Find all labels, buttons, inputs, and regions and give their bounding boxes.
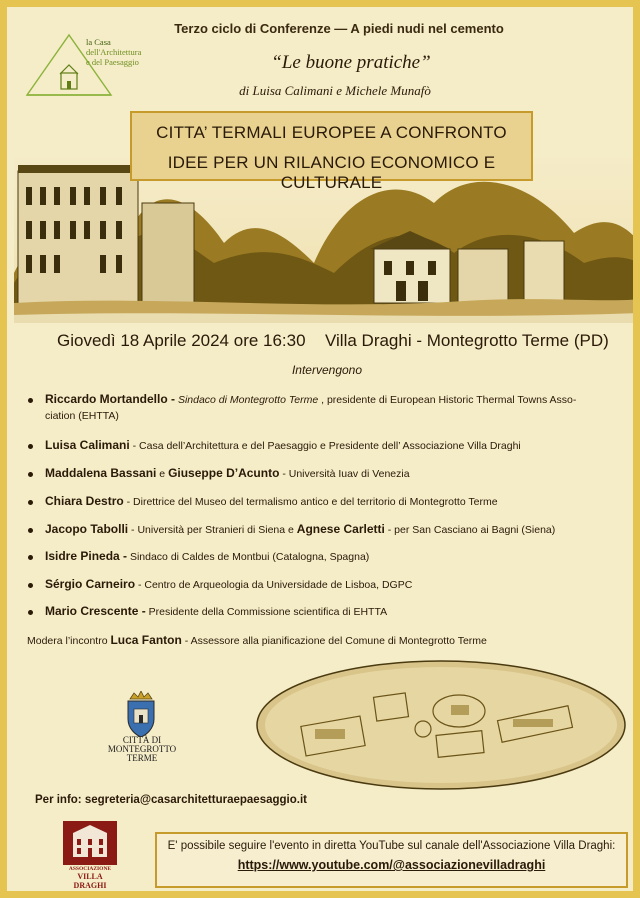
title-line2: IDEE PER UN RILANCIO ECONOMICO E CULTURALE <box>167 153 496 192</box>
speaker-name: Isidre Pineda - <box>45 549 128 563</box>
event-venue: Villa Draghi - Montegrotto Terme (PD) <box>325 331 609 350</box>
moderator-prefix: Modera l’incontro <box>27 635 108 647</box>
moderator <box>27 633 487 647</box>
speaker-conj: e <box>159 468 166 480</box>
list-item <box>27 493 498 510</box>
city-line3: TERME <box>126 753 158 763</box>
speaker-role: - Università per Stranieri di Siena e <box>131 524 294 536</box>
event-date <box>57 331 306 351</box>
speaker-role: , presidente di European Historic Thermal Towns Asso- <box>318 394 577 406</box>
logo-line1: la Casa <box>86 37 111 47</box>
logo-line3: e del Paesaggio <box>86 57 139 67</box>
speakers-heading: Intervengono <box>291 363 363 377</box>
archaeological-site-illustration <box>255 659 627 791</box>
youtube-box <box>155 832 628 888</box>
association-line1: ASSOCIAZIONE <box>68 866 112 872</box>
city-name <box>97 736 187 763</box>
speaker-role-italic: Sindaco di Montegrotto Terme <box>177 394 319 406</box>
speaker-role-2: - per San Casciano ai Bagni (Siena) <box>387 524 556 536</box>
date-main: 18 Aprile 2024 ore 16:30 <box>120 331 306 350</box>
youtube-text: E' possibile seguire l'evento in diretta YouTube sul canale dell'Associazione Villa Draghi: <box>167 840 616 852</box>
speaker-role: - Direttrice del Museo del termalismo antico e del territorio di Montegrotto Terme <box>126 496 498 508</box>
moderator-name: Luca Fanton <box>110 633 182 647</box>
list-item <box>27 391 576 424</box>
association-line2: VILLA DRAGHI <box>73 872 107 890</box>
authors: di Luisa Calimani e Michele Munafò <box>239 83 431 98</box>
contact-info: Per info: segreteria@casarchitetturaepaesaggio.it <box>35 794 307 806</box>
speaker-name: Riccardo Mortandello - <box>45 392 176 406</box>
list-item <box>27 521 555 538</box>
speaker-role: Presidente della Commissione scientifica di EHTTA <box>148 606 388 618</box>
title-line1: CITTA’ TERMALI EUROPEE A CONFRONTO <box>156 123 507 142</box>
speaker-name: Sérgio Carneiro <box>45 577 136 591</box>
speaker-name: Mario Crescente - <box>45 604 146 618</box>
moderator-role: - Assessore alla pianificazione del Comune di Montegrotto Terme <box>184 635 487 647</box>
speaker-role: - Centro de Arqueologia da Universidade de Lisboa, DGPC <box>137 579 413 591</box>
speaker-name-2: Giuseppe D’Acunto <box>168 466 280 480</box>
speaker-name: Maddalena Bassani <box>45 466 157 480</box>
list-item <box>27 465 410 482</box>
list-item <box>27 548 369 565</box>
city-crest-icon <box>124 691 158 737</box>
speaker-name: Luisa Calimani <box>45 438 130 452</box>
title-box <box>130 111 533 192</box>
logo-line2: dell'Architettura <box>86 47 142 57</box>
city-line2: MONTEGROTTO <box>107 744 177 754</box>
speaker-role: - Università Iuav di Venezia <box>282 468 410 480</box>
speaker-name: Chiara Destro <box>45 494 124 508</box>
list-item <box>27 603 387 620</box>
speaker-role: - Casa dell’Architettura e del Paesaggio e Presidente dell’ Associazione Villa Draghi <box>132 440 521 452</box>
conference-cycle: Terzo ciclo di Conferenze — A piedi nudi nel cemento <box>174 21 504 36</box>
list-item <box>27 576 412 593</box>
series-title: “Le buone pratiche” <box>271 52 431 73</box>
youtube-link[interactable]: https://www.youtube.com/@associazionevilladraghi <box>237 858 546 872</box>
city-line1: CITTÀ DI <box>122 735 162 745</box>
list-item <box>27 437 521 454</box>
speaker-role: Sindaco di Caldes de Montbui (Catalogna, Spagna) <box>129 551 370 563</box>
association-name <box>62 866 118 890</box>
speaker-name: Jacopo Tabolli <box>45 522 129 536</box>
date-prefix: Giovedì <box>57 331 121 350</box>
speaker-name-2: Agnese Carletti <box>296 522 385 536</box>
speaker-role-cont: ciation (EHTTA) <box>45 410 119 422</box>
